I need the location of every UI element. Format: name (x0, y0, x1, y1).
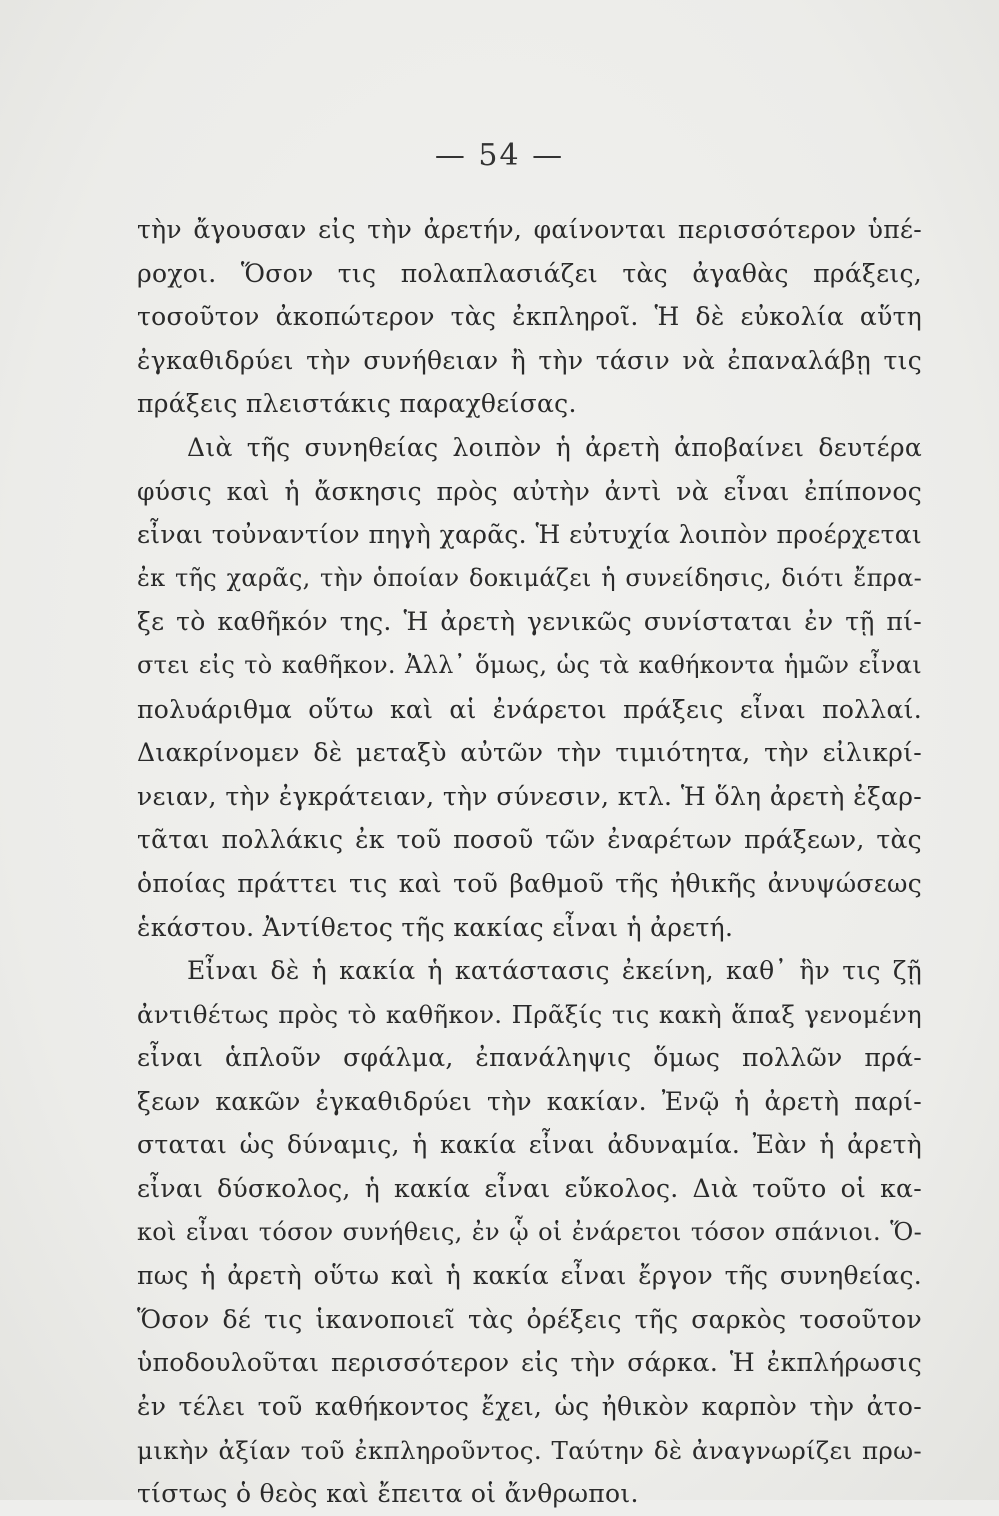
page-number: — 54 — (434, 138, 565, 173)
paragraph-start-line: Διὰ τῆς συνηθείας λοιπὸν ἡ ἀρετὴ ἀποβαίνει δευτέρα (187, 432, 922, 462)
text-line: ἀντιθέτως πρὸς τὸ καθῆκον. Πρᾶξίς τις κακὴ ἅπαξ γενομένη (137, 999, 922, 1029)
text-line: εἶναι ἁπλοῦν σφάλμα, ἐπανάληψις ὅμως πολλῶν πρά- (137, 1043, 922, 1073)
text-line: ξεων κακῶν ἐγκαθιδρύει τὴν κακίαν. Ἐνῷ ἡ ἀρετὴ παρί- (137, 1086, 922, 1116)
text-line: ἑκάστου. Ἀντίθετος τῆς κακίας εἶναι ἡ ἀρετή. (137, 912, 734, 942)
text-line: ἐγκαθιδρύει τὴν συνήθειαν ἢ τὴν τάσιν νὰ ἐπαναλάβῃ τις (137, 345, 922, 375)
text-line: εἶναι δύσκολος, ἡ κακία εἶναι εὔκολος. Διὰ τοῦτο οἱ κα- (137, 1174, 922, 1204)
body-text (137, 208, 922, 1516)
text-line: τὴν ἄγουσαν εἰς τὴν ἀρετήν, φαίνονται περισσότερον ὑπέ- (137, 215, 922, 244)
text-line: τίστως ὁ θεὸς καὶ ἔπειτα οἱ ἄνθρωποι. (137, 1479, 639, 1509)
text-line: τοσοῦτον ἀκοπώτερον τὰς ἐκπληροῖ. Ἡ δὲ εὐκολία αὕτη (137, 302, 922, 332)
text-line: μικὴν ἀξίαν τοῦ ἐκπληροῦντος. Ταύτην δὲ ἀναγνωρίζει πρω- (137, 1435, 922, 1465)
text-line: κοὶ εἶναι τόσον συνήθεις, ἐν ᾧ οἱ ἐνάρετοι τόσον σπάνιοι. Ὅ- (137, 1217, 922, 1246)
text-line: εἶναι τοὐναντίον πηγὴ χαρᾶς. Ἡ εὐτυχία λοιπὸν προέρχεται (137, 520, 922, 550)
text-line: τᾶται πολλάκις ἐκ τοῦ ποσοῦ τῶν ἐναρέτων πράξεων, τὰς (137, 825, 922, 855)
text-line: ὁποίας πράττει τις καὶ τοῦ βαθμοῦ τῆς ἠθικῆς ἀνυψώσεως (137, 868, 922, 898)
text-line: ὑποδουλοῦται περισσότερον εἰς τὴν σάρκα. Ἡ ἐκπλήρωσις (137, 1348, 922, 1378)
text-line: στει εἰς τὸ καθῆκον. Ἀλλ᾽ ὅμως, ὡς τὰ καθήκοντα ἡμῶν εἶναι (137, 650, 922, 679)
text-line: ροχοι. Ὅσον τις πολαπλασιάζει τὰς ἀγαθὰς πράξεις, (137, 258, 922, 288)
text-line: ξε τὸ καθῆκόν της. Ἡ ἀρετὴ γενικῶς συνίσταται ἐν τῇ πί- (137, 607, 922, 637)
text-line: ἐν τέλει τοῦ καθήκοντος ἔχει, ὡς ἠθικὸν καρπὸν τὴν ἀτο- (137, 1392, 922, 1422)
text-line: σταται ὡς δύναμις, ἡ κακία εἶναι ἀδυναμία. Ἐὰν ἡ ἀρετὴ (137, 1130, 922, 1160)
text-line: Διακρίνομεν δὲ μεταξὺ αὐτῶν τὴν τιμιότητα, τὴν εἰλικρί- (137, 738, 922, 768)
text-line: πράξεις πλειστάκις παραχθείσας. (137, 389, 577, 419)
text-line: πολυάριθμα οὕτω καὶ αἱ ἐνάρετοι πράξεις εἶναι πολλαί. (137, 694, 922, 724)
text-line: Ὅσον δέ τις ἱκανοποιεῖ τὰς ὀρέξεις τῆς σαρκὸς τοσοῦτον (137, 1304, 922, 1334)
text-line: ἐκ τῆς χαρᾶς, τὴν ὁποίαν δοκιμάζει ἡ συνείδησις, διότι ἔπρα- (137, 563, 922, 592)
text-line: φύσις καὶ ἡ ἄσκησις πρὸς αὐτὴν ἀντὶ νὰ εἶναι ἐπίπονος (137, 476, 922, 506)
text-line: νειαν, τὴν ἐγκράτειαν, τὴν σύνεσιν, κτλ. Ἡ ὅλη ἀρετὴ ἐξαρ- (137, 781, 922, 811)
paragraph-start-line: Εἶναι δὲ ἡ κακία ἡ κατάστασις ἐκείνη, καθ᾽ ἣν τις ζῇ (187, 956, 922, 986)
text-line: πως ἡ ἀρετὴ οὕτω καὶ ἡ κακία εἶναι ἔργον τῆς συνηθείας. (137, 1261, 922, 1291)
